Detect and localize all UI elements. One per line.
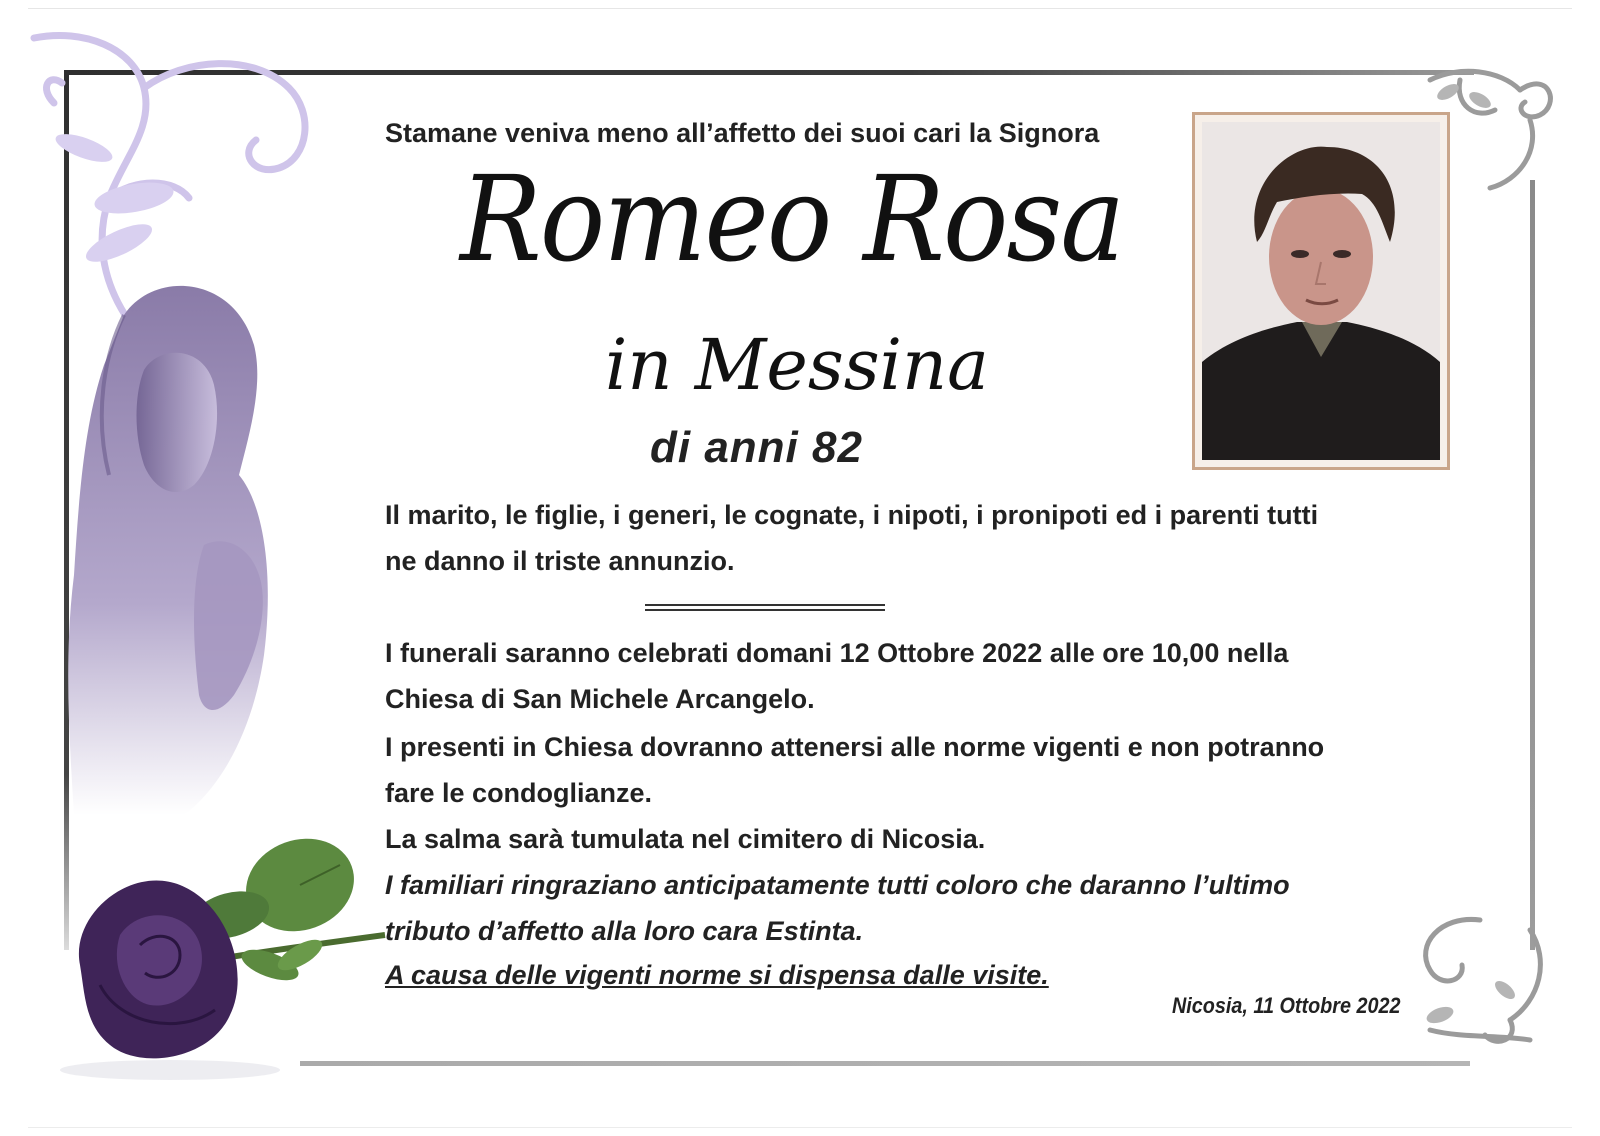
place-and-date: Nicosia, 11 Ottobre 2022 bbox=[1172, 993, 1401, 1018]
portrait-photo bbox=[1202, 122, 1440, 460]
portrait-frame bbox=[1192, 112, 1450, 470]
gray-swirl-ornament bbox=[1410, 910, 1560, 1050]
intro-text: Stamane veniva meno all’affetto dei suoi cari la Signora bbox=[385, 118, 1100, 148]
family-line-1: Il marito, le figlie, i generi, le cognate, i nipoti, i pronipoti ed i parenti tutti bbox=[385, 500, 1319, 530]
funeral-line-2: Chiesa di San Michele Arcangelo. bbox=[385, 684, 815, 714]
frame-right-border bbox=[1530, 180, 1535, 950]
married-name: in Messina bbox=[605, 324, 989, 406]
praying-madonna-statue bbox=[64, 275, 304, 815]
frame-bottom-border bbox=[300, 1061, 1470, 1066]
thanks-line-2: tributo d’affetto alla loro cara Estinta. bbox=[385, 916, 864, 946]
thanks-line-1: I familiari ringraziano anticipatamente tutti coloro che daranno l’ultimo bbox=[385, 870, 1290, 900]
thanks-message bbox=[385, 862, 1290, 954]
funeral-line-1: I funerali saranno celebrati domani 12 Ottobre 2022 alle ore 10,00 nella bbox=[385, 638, 1289, 668]
funeral-info bbox=[385, 630, 1288, 722]
purple-rose bbox=[40, 825, 400, 1085]
no-visits-notice: A causa delle vigenti norme si dispensa dalle visite. bbox=[385, 960, 1049, 990]
page-top-rule bbox=[28, 8, 1572, 9]
deceased-age: di anni 82 bbox=[650, 423, 863, 472]
burial-info: La salma sarà tumulata nel cimitero di Nicosia. bbox=[385, 824, 986, 854]
rules-line-1: I presenti in Chiesa dovranno attenersi alle norme vigenti e non potranno bbox=[385, 732, 1325, 762]
family-announcement bbox=[385, 492, 1318, 584]
rules-line-2: fare le condoglianze. bbox=[385, 778, 653, 808]
deceased-name: Romeo Rosa bbox=[460, 150, 1124, 288]
elderly-woman-portrait bbox=[1202, 122, 1440, 460]
double-line-divider bbox=[645, 604, 885, 611]
family-line-2: ne danno il triste annunzio. bbox=[385, 546, 735, 576]
page-bottom-rule bbox=[28, 1127, 1572, 1128]
church-rules bbox=[385, 724, 1324, 816]
